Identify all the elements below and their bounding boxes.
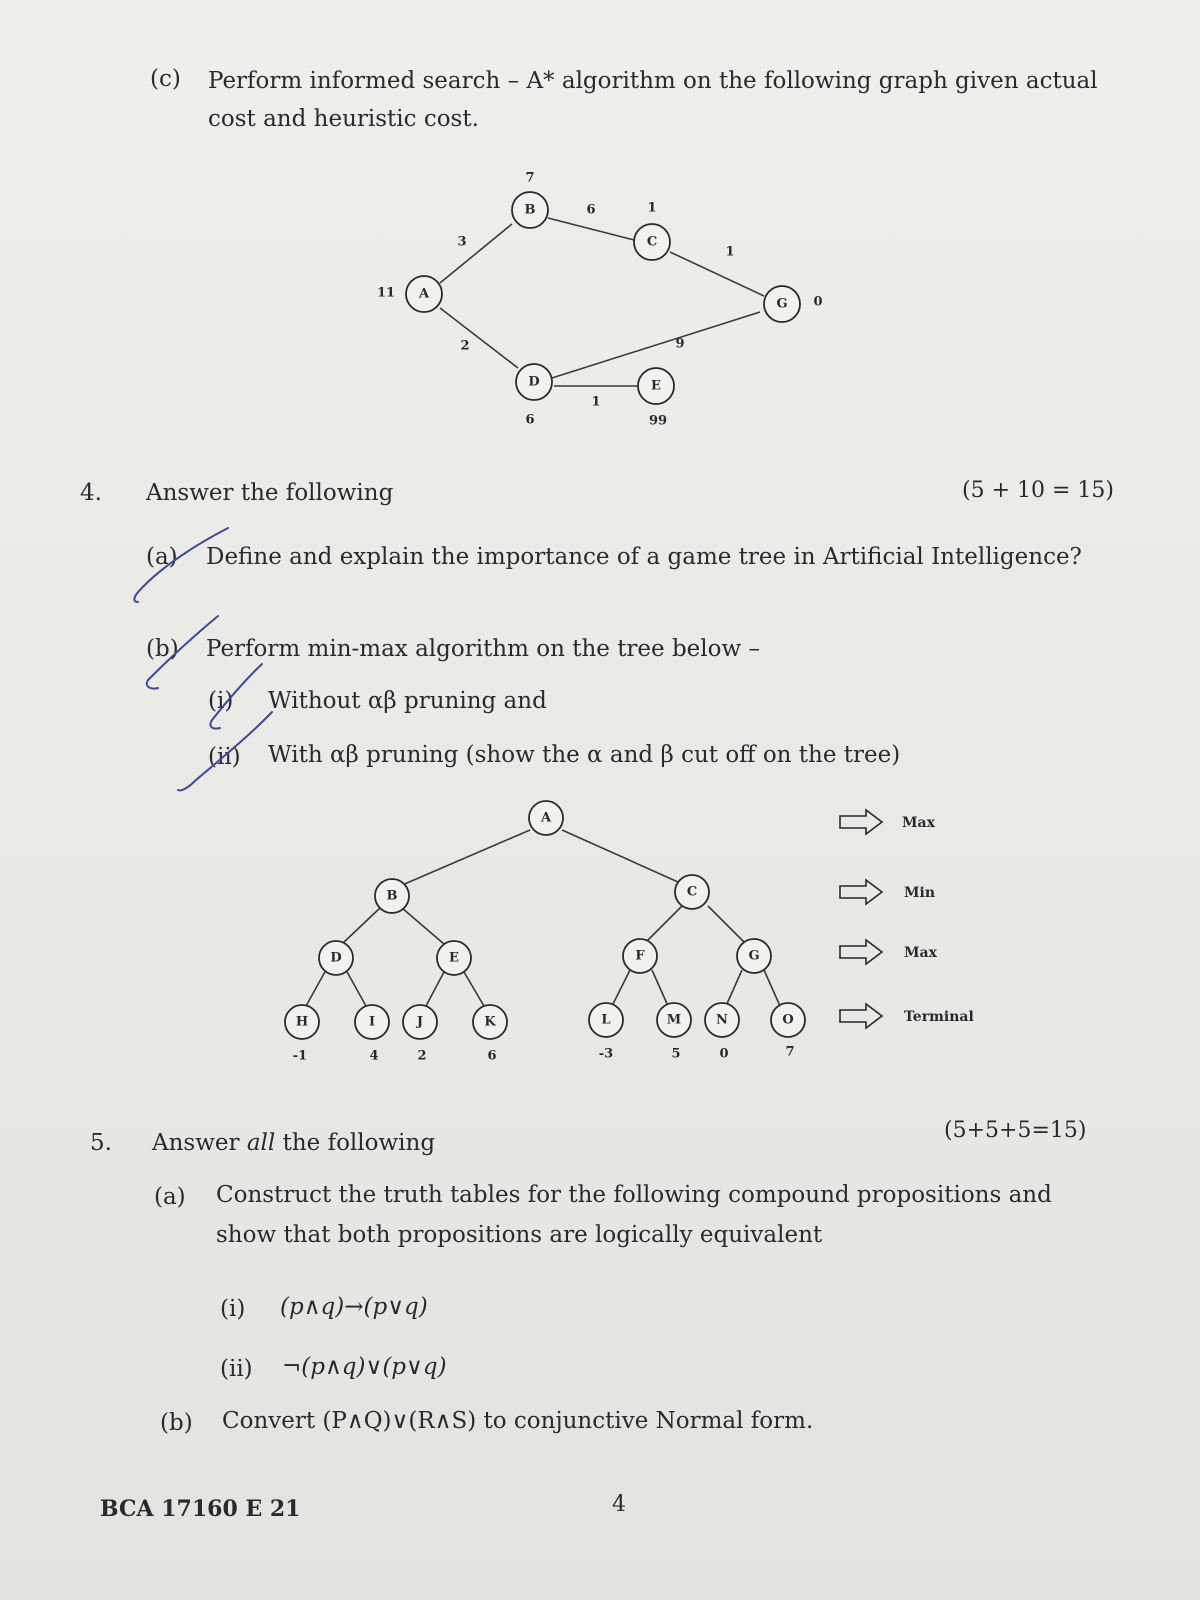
q5-title-em: all <box>246 1130 276 1156</box>
tree-edge-f-m <box>652 970 668 1006</box>
q4b-ii-text: With αβ pruning (show the α and β cut off on the tree) <box>268 742 901 768</box>
tree-edge-d-i <box>346 970 366 1006</box>
arrow-icon <box>840 940 882 964</box>
pen-mark-4bi <box>210 664 262 729</box>
q5a-ii-label: (ii) <box>220 1356 253 1382</box>
legend-terminal <box>840 1004 974 1028</box>
tree-node-e-label: E <box>449 950 459 966</box>
q5a-i-expr: (p∧q)→(p∨q) <box>280 1294 428 1320</box>
q5b-label: (b) <box>160 1410 193 1436</box>
node-d-label: D <box>528 374 540 390</box>
heuristic-g: 0 <box>813 294 823 310</box>
tree-node-i-label: I <box>368 1014 376 1030</box>
cost-a-d: 2 <box>460 338 470 354</box>
tree-edge-g-n <box>726 970 742 1006</box>
tree-node-g-label: G <box>748 948 760 964</box>
q4b-ii-label: (ii) <box>208 744 241 770</box>
q5-number: 5. <box>90 1130 112 1156</box>
tree-node-h-label: H <box>295 1014 309 1030</box>
tree-node-c-label: C <box>686 884 698 900</box>
arrow-icon <box>840 810 882 834</box>
tree-edge-f-l <box>612 970 630 1006</box>
tree-edge-c-f <box>646 906 682 942</box>
legend-label-max: Max <box>902 815 935 831</box>
q3c-line1: Perform informed search – A* algorithm on the following graph given actual <box>208 68 1098 94</box>
heuristic-b: 7 <box>525 170 535 186</box>
node-e-label: E <box>651 378 661 394</box>
cost-c-g: 1 <box>725 244 735 260</box>
q5a-label: (a) <box>154 1184 186 1210</box>
terminal-value-n: 0 <box>719 1046 729 1062</box>
q4-title: Answer the following <box>146 480 394 506</box>
arrow-icon <box>840 1004 882 1028</box>
cost-b-c: 6 <box>586 202 596 218</box>
q4b-label: (b) <box>146 636 179 662</box>
node-c-label: C <box>646 234 658 250</box>
legend-label-max-2: Max <box>904 945 937 961</box>
pen-mark-4bii <box>178 712 272 790</box>
node-b-label: B <box>524 202 536 218</box>
tree-node-o-label: O <box>782 1012 794 1028</box>
tree-node-n-label: N <box>716 1012 728 1028</box>
tree-node-f-label: F <box>635 948 645 964</box>
q4b-i-text: Without αβ pruning and <box>268 688 547 714</box>
terminal-value-k: 6 <box>487 1048 497 1064</box>
q5-title <box>152 1130 435 1156</box>
q5a-line1: Construct the truth tables for the following compound propositions and <box>216 1182 1052 1208</box>
q5a-ii-expr: ¬(p∧q)∨(p∨q) <box>282 1354 447 1380</box>
q5-title-pre: Answer <box>152 1130 247 1156</box>
cost-d-e: 1 <box>591 394 601 410</box>
terminal-value-h: -1 <box>292 1048 308 1064</box>
legend-max-1 <box>840 810 936 834</box>
pen-mark-4b <box>147 616 218 689</box>
q4a-text: Define and explain the importance of a game tree in Artificial Intelligence? <box>206 544 1082 570</box>
arrow-icon <box>840 880 882 904</box>
legend-label-min: Min <box>904 885 935 901</box>
tree-edge-e-k <box>464 972 484 1006</box>
tree-edge-a-c <box>562 830 678 882</box>
tree-edge-g-o <box>764 970 780 1006</box>
q4-marks: (5 + 10 = 15) <box>962 478 1114 503</box>
q4a-label: (a) <box>146 544 178 570</box>
tree-node-l-label: L <box>601 1012 611 1028</box>
terminal-value-l: -3 <box>598 1046 614 1062</box>
q4-number: 4. <box>80 480 102 506</box>
node-g-label: G <box>776 296 788 312</box>
legend-label-terminal: Terminal <box>904 1009 974 1025</box>
terminal-value-o: 7 <box>785 1044 795 1060</box>
cost-a-b: 3 <box>457 234 467 250</box>
q5a-i-label: (i) <box>220 1296 246 1322</box>
cost-d-g: 9 <box>675 336 685 352</box>
terminal-value-j: 2 <box>417 1048 427 1064</box>
tree-node-j-label: J <box>416 1014 424 1030</box>
heuristic-d: 6 <box>525 412 535 428</box>
legend-min <box>840 880 935 904</box>
node-a-label: A <box>418 286 430 302</box>
tree-edge-e-j <box>426 972 444 1006</box>
terminal-value-m: 5 <box>671 1046 681 1062</box>
q5-title-post: the following <box>275 1130 436 1156</box>
tree-edge-d-h <box>306 970 326 1006</box>
legend-max-2 <box>840 940 938 964</box>
q3c-label: (c) <box>150 66 181 92</box>
tree-edge-a-b <box>400 830 530 886</box>
tree-edge-b-e <box>402 908 444 944</box>
q4b-text: Perform min-max algorithm on the tree below – <box>206 636 760 662</box>
q4b-i-label: (i) <box>208 688 234 714</box>
q5b-text: Convert (P∧Q)∨(R∧S) to conjunctive Normal form. <box>222 1408 814 1434</box>
minmax-tree <box>0 800 1200 1090</box>
paper-code: BCA 17160 E 21 <box>100 1496 301 1522</box>
heuristic-c: 1 <box>647 200 657 216</box>
heuristic-e: 99 <box>648 413 668 429</box>
tree-node-b-label: B <box>386 888 398 904</box>
heuristic-a: 11 <box>376 285 396 301</box>
q5a-line2: show that both propositions are logically equivalent <box>216 1222 823 1248</box>
tree-edge-b-d <box>344 908 380 942</box>
tree-node-d-label: D <box>330 950 342 966</box>
tree-node-k-label: K <box>484 1014 496 1030</box>
tree-node-m-label: M <box>666 1012 682 1028</box>
pen-mark-4a <box>134 528 228 602</box>
page-number: 4 <box>612 1492 626 1517</box>
terminal-value-i: 4 <box>369 1048 379 1064</box>
q5-marks: (5+5+5=15) <box>944 1118 1087 1143</box>
tree-edge-c-g <box>708 906 744 942</box>
tree-node-a-label: A <box>540 810 552 826</box>
q3c-line2: cost and heuristic cost. <box>208 106 479 132</box>
